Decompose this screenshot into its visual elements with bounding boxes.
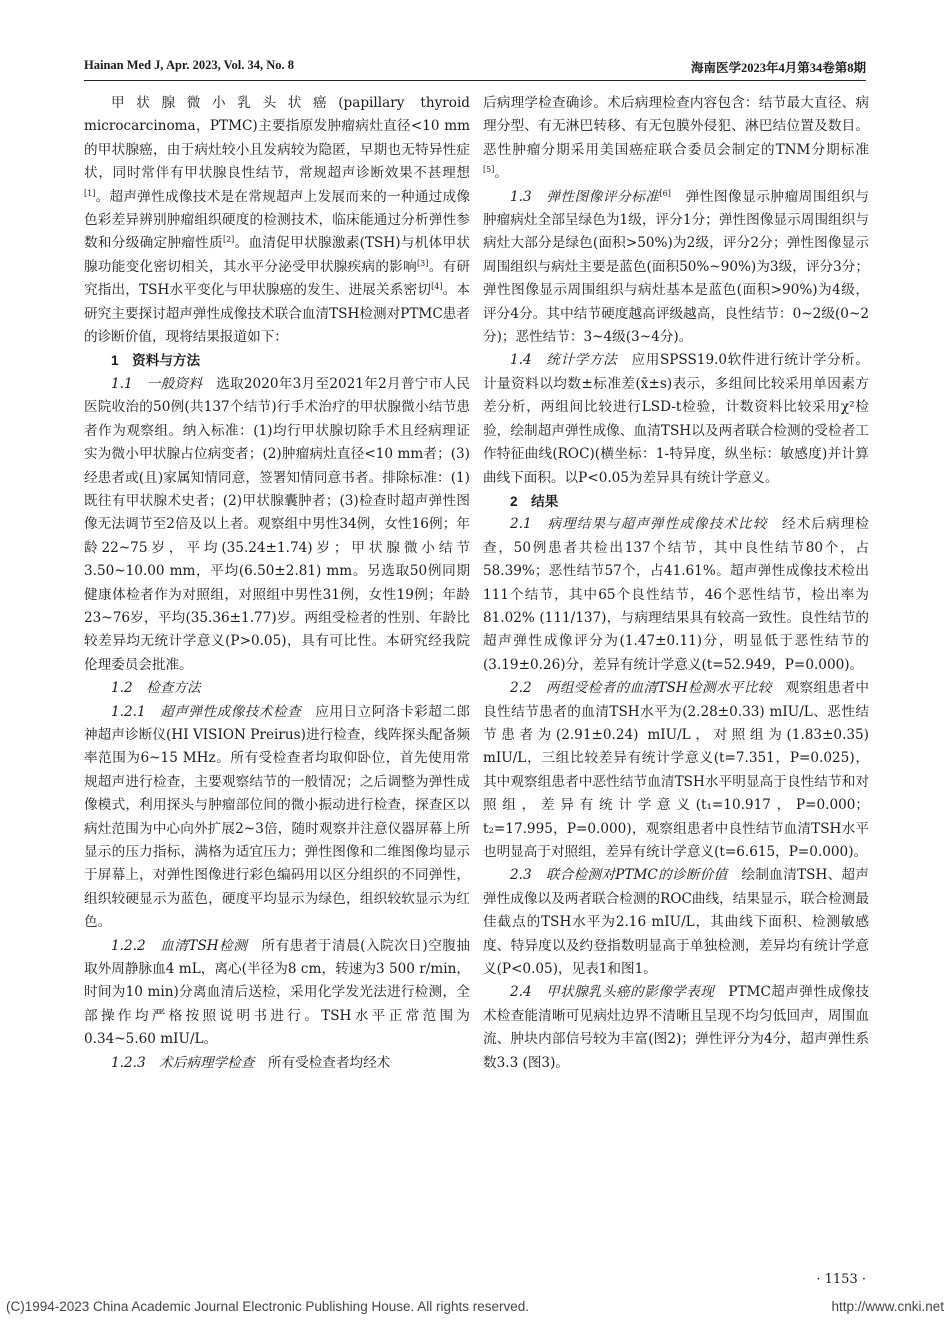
cnki-link[interactable]: http://www.cnki.net bbox=[831, 1299, 944, 1314]
paragraph-result-23: 2.3 联合检测对PTMC的诊断价值 绘制血清TSH、超声弹性成像以及两者联合检测的ROC曲线，结果显示，联合检测最佳截点的TSH水平为2.16 mIU/L，其曲线下面积、检测敏感度、特异度以及约登指数明显高于单独检测，差异均有统计学意义(P<0.05)，见表1和图1。 bbox=[483, 867, 870, 978]
running-header bbox=[84, 58, 866, 78]
subsection-title: 1.2.3 术后病理学检查 bbox=[111, 1054, 255, 1071]
paragraph-ultrasound: 1.2.1 超声弹性成像技术检查 应用日立阿洛卡彩超二郎神超声诊断仪(HI VISION Preirus)进行检查，线阵探头配备频率范围为6~15 MHz。所有受检查者均取仰卧位，首先使用常规超声进行检查，主要观察结节的一般情况；之后调整为弹性成像模式，利用探头与肿瘤部位间的微小振动进行检查，探查区以病灶范围为中心向外扩展2~3倍，随时观察并注意仪器屏幕上所显示的压力指标，满格为适宜压力；弹性图像和二维图像均显示于屏幕上，对弹性图像进行彩色编码用以区分组织的不同弹性，组织较硬显示为蓝色，硬度平均显示为绿色，组织较软显示为红色。 bbox=[84, 703, 470, 931]
header-rule bbox=[84, 80, 866, 81]
subsection-title: 2.4 甲状腺乳头癌的影像学表现 bbox=[510, 984, 715, 1001]
journal-title-cn: 海南医学2023年4月第34卷第8期 bbox=[690, 61, 866, 75]
section-heading-methods: 1 资料与方法 bbox=[111, 353, 201, 369]
copyright-text: (C)1994-2023 China Academic Journal Electronic Publishing House. All rights reserved. bbox=[6, 1299, 530, 1314]
citation-2[interactable]: [2] bbox=[222, 235, 235, 245]
paragraph-general-data: 1.1 一般资料 选取2020年3月至2021年2月普宁市人民医院收治的50例(共137个结节)行手术治疗的甲状腺微小结节患者作为观察组。纳入标准：(1)均行甲状腺切除手术且经病理证实为微小甲状腺占位病变者；(2)肿瘤病灶直径<10 mm者；(3)经患者或(且)家属知情同意，签署知情同意书者。排除标准：(1)既往有甲状腺术史者；(2)甲状腺囊肿者；(3)检查时超声弹性图像无法调节至2倍及以上者。观察组中男性34例，女性16例；年龄22~75岁，平均(35.24±1.74)岁；甲状腺微小结节3.50~10.00 mm，平均(6.50±2.81) mm。另选取50例同期健康体检者作为对照组，对照组中男性31例，女性19例；年龄23~76岁，平均(35.36±1.77)岁。两组受检者的性别、年龄比较差异均无统计学意义(P>0.05)，具有可比性。本研究经我院伦理委员会批准。 bbox=[84, 375, 470, 673]
subsection-title: 1.2.2 血清TSH检测 bbox=[111, 937, 248, 954]
paragraph-result-24: 2.4 甲状腺乳头癌的影像学表现 PTMC超声弹性成像技术检查能清晰可见病灶边界不清晰且呈现不均匀低回声，周围血流、肿块内部信号较为丰富(图2)；弹性评分为4分，超声弹性系数3.3 (图3)。 bbox=[483, 984, 869, 1071]
subsection-title: 2.3 联合检测对PTMC的诊断价值 bbox=[510, 867, 728, 884]
subsection-title: 1.2.1 超声弹性成像技术检查 bbox=[111, 703, 302, 720]
section-heading-results: 2 结果 bbox=[510, 493, 559, 509]
left-column bbox=[84, 92, 470, 1075]
citation-5[interactable]: [5] bbox=[483, 165, 495, 175]
paragraph-result-22: 2.2 两组受检者的血清TSH检测水平比较 观察组患者中良性结节患者的血清TSH水平为(2.28±0.33) mIU/L、恶性结节患者为(2.91±0.24) mIU/L，对照组为(1.83±0.35) mIU/L，三组比较差异有统计学意义(t=7.351，P=0.025)，其中观察组患者中恶性结节血清TSH水平明显高于良性结节和对照组，差异有统计学意义(t₁=10.917，P=0.000；t₂=17.995，P=0.000)，观察组患者中良性结节血清TSH水平也明显高于对照组，差异有统计学意义(t=6.615，P=0.000)。 bbox=[483, 680, 869, 860]
subsection-title: 1.1 一般资料 bbox=[111, 375, 203, 392]
paragraph-statistics: 1.4 统计学方法 应用SPSS19.0软件进行统计学分析。计量资料以均数±标准差(x̄±s)表示，多组间比较采用单因素方差分析，两组间比较进行LSD-t检验，计数资料比较采用χ²检验，绘制超声弹性成像、血清TSH以及两者联合检测的受检者工作特征曲线(ROC)(横坐标：1-特异度，纵坐标：敏感度)并计算曲线下面积。以P<0.05为差异具有统计学意义。 bbox=[483, 352, 869, 486]
subsection-heading-exam: 1.2 检查方法 bbox=[111, 680, 201, 697]
page-number: · 1153 · bbox=[816, 1272, 866, 1287]
right-column bbox=[483, 92, 869, 1075]
paragraph-elastic-score: 1.3 弹性图像评分标准[6] 弹性图像显示肿瘤周围组织与肿瘤病灶全部呈绿色为1级，评分1分；弹性图像显示周围组织与病灶大部分是绿色(面积>50%)为2级，评分2分；弹性图像显示周围组织与病灶主要是蓝色(面积50%~90%)为3级，评分3分；弹性图像显示周围组织与病灶基本是蓝色(面积>90%)为4级，评分4分。其中结节硬度越高评级越高，良性结节：0~2级(0~2分)；恶性结节：3~4级(3~4分)。 bbox=[483, 188, 870, 346]
journal-title-en: Hainan Med J, Apr. 2023, Vol. 34, No. 8 bbox=[84, 58, 294, 72]
subsection-title: 2.1 病理结果与超声弹性成像技术比较 bbox=[510, 516, 768, 533]
subsection-title: 1.3 弹性图像评分标准 bbox=[510, 188, 660, 205]
subsection-title: 1.4 统计学方法 bbox=[510, 352, 618, 369]
intro-paragraph: 甲状腺微小乳头状癌(papillary thyroid microcarcinoma，PTMC)主要指原发肿瘤病灶直径<10 mm的甲状腺癌，由于病灶较小且发病较为隐匿，早期也无特异性症状，同时常伴有甲状腺良性结节，常规超声诊断效果不甚理想[1]。超声弹性成像技术是在常规超声上发展而来的一种通过成像色彩差异辨别肿瘤组织硬度的检测技术，临床能通过分析弹性参数和分级确定肿瘤性质[2]。血清促甲状腺激素(TSH)与机体甲状腺功能变化密切相关，其水平分泌受甲状腺疾病的影响[3]。有研究指出，TSH水平变化与甲状腺癌的发生、进展关系密切[4]。本研究主要探讨超声弹性成像技术联合血清TSH检测对PTMC患者的诊断价值，现将结果报道如下： bbox=[84, 95, 471, 346]
paragraph-pathology: 1.2.3 术后病理学检查 所有受检查者均经术 bbox=[111, 1054, 391, 1071]
citation-4[interactable]: [4] bbox=[431, 282, 443, 292]
citation-1[interactable]: [1] bbox=[84, 188, 96, 198]
paragraph-tsh: 1.2.2 血清TSH检测 所有患者于清晨(入院次日)空腹抽取外周静脉血4 mL，离心(半径为8 cm，转速为3 500 r/min，时间为10 min)分离血清后送检，采用化学发光法进行检测，全部操作均严格按照说明书进行。TSH水平正常范围为0.34~5.60 mIU/L。 bbox=[84, 937, 471, 1048]
subsection-title: 2.2 两组受检者的血清TSH检测水平比较 bbox=[510, 680, 772, 697]
citation-3[interactable]: [3] bbox=[417, 258, 429, 268]
citation-6[interactable]: [6] bbox=[659, 188, 671, 198]
paragraph-result-21: 2.1 病理结果与超声弹性成像技术比较 经术后病理检查，50例患者共检出137个结节，其中良性结节80个，占58.39%；恶性结节57个，占41.61%。超声弹性成像技术检出111个结节，其中65个良性结节，46个恶性结节，检出率为81.02% (111/137)，与病理结果具有较高一致性。良性结节的超声弹性成像评分为(1.47±0.11)分，明显低于恶性结节的(3.19±0.26)分，差异有统计学意义(t=52.949，P=0.000)。 bbox=[483, 516, 869, 673]
paragraph-pathology-cont: 后病理学检查确诊。术后病理检查内容包含：结节最大直径、病理分型、有无淋巴转移、有无包膜外侵犯、淋巴结位置及数目。恶性肿瘤分期采用美国癌症联合委员会制定的TNM分期标准[5]。 bbox=[483, 95, 869, 182]
